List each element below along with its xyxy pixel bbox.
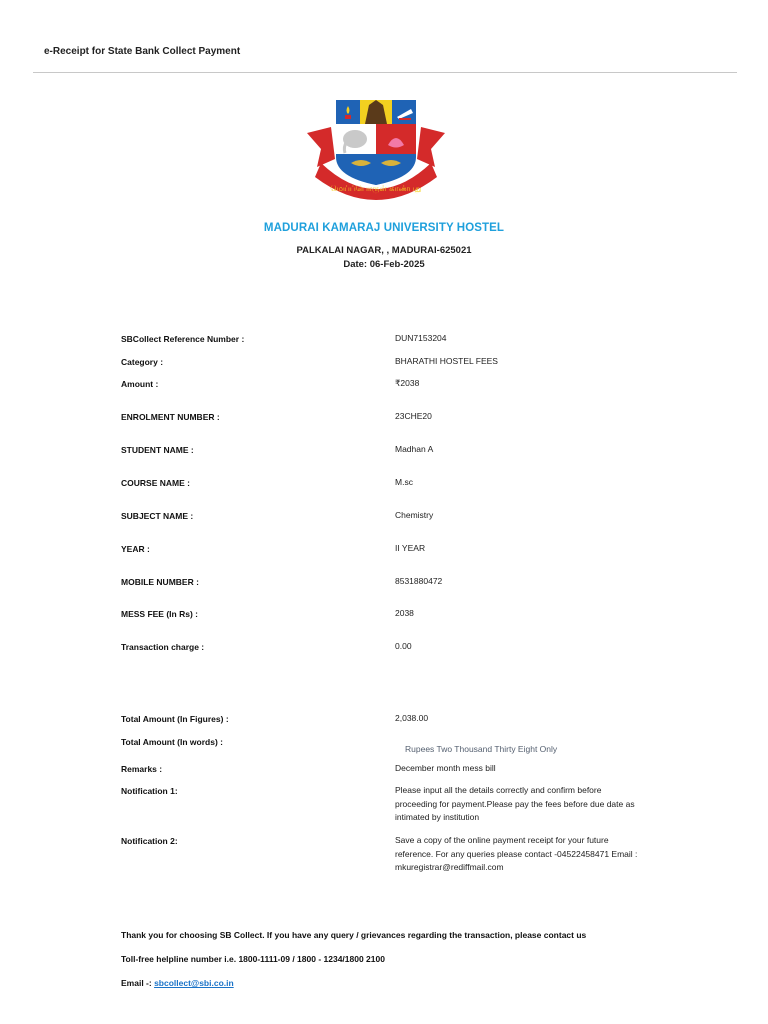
notification1-value: Please input all the details correctly and confirm before proceeding for payment.Please pay the fees before due date as intimated by institution bbox=[395, 785, 635, 822]
receipt-date: Date: 06-Feb-2025 bbox=[343, 259, 425, 270]
detail-label: YEAR : bbox=[121, 544, 150, 554]
institution-name: MADURAI KAMARAJ UNIVERSITY HOSTEL bbox=[263, 222, 505, 234]
detail-value: Chemistry bbox=[395, 510, 434, 520]
detail-label: SUBJECT NAME : bbox=[121, 511, 194, 521]
total-words-value: Rupees Two Thousand Thirty Eight Only bbox=[405, 744, 558, 754]
header-divider bbox=[33, 72, 737, 73]
detail-value: M.sc bbox=[395, 477, 413, 487]
detail-value: ₹2038 bbox=[395, 378, 420, 388]
notification2-value: Save a copy of the online payment receipt for your future reference. For any queries please contact -04522458471 Email : mkuregistrar@rediffmail.com bbox=[395, 835, 638, 872]
detail-value: DUN7153204 bbox=[395, 333, 447, 343]
footer-thanks: Thank you for choosing SB Collect. If you have any query / grievances regarding the transaction, please contact us bbox=[121, 930, 587, 940]
total-words-label: Total Amount (In words) : bbox=[121, 737, 223, 747]
footer-email-label: Email -: bbox=[121, 978, 155, 988]
detail-label: Category : bbox=[121, 357, 164, 367]
detail-label: SBCollect Reference Number : bbox=[121, 334, 245, 344]
notification1-label: Notification 1: bbox=[121, 786, 178, 796]
remarks-label: Remarks : bbox=[121, 764, 163, 774]
detail-value: BHARATHI HOSTEL FEES bbox=[395, 356, 498, 366]
detail-value: 2038 bbox=[395, 608, 414, 618]
detail-value: Madhan A bbox=[395, 444, 434, 454]
remarks-value: December month mess bill bbox=[395, 763, 496, 773]
logo-motto: மெய்ப்பொருள் காண்பது bbox=[330, 184, 422, 193]
receipt-header-title: e-Receipt for State Bank Collect Payment bbox=[44, 46, 241, 57]
institution-address: PALKALAI NAGAR, , MADURAI-625021 bbox=[296, 245, 472, 256]
total-figures-label: Total Amount (In Figures) : bbox=[121, 714, 229, 724]
detail-label: COURSE NAME : bbox=[121, 478, 190, 488]
detail-value: 8531880472 bbox=[395, 576, 443, 586]
detail-value: II YEAR bbox=[395, 543, 426, 553]
support-email-link[interactable]: sbcollect@sbi.co.in bbox=[154, 978, 234, 988]
footer-helpline: Toll-free helpline number i.e. 1800-1111-09 / 1800 - 1234/1800 2100 bbox=[121, 954, 385, 964]
total-figures-value: 2,038.00 bbox=[395, 713, 429, 723]
detail-value: 23CHE20 bbox=[395, 411, 432, 421]
detail-label: STUDENT NAME : bbox=[121, 445, 194, 455]
detail-value: 0.00 bbox=[395, 641, 412, 651]
detail-label: ENROLMENT NUMBER : bbox=[121, 412, 220, 422]
detail-label: Amount : bbox=[121, 379, 159, 389]
notification2-label: Notification 2: bbox=[121, 836, 178, 846]
detail-label: MESS FEE (In Rs) : bbox=[121, 609, 198, 619]
university-logo bbox=[303, 97, 449, 209]
detail-label: Transaction charge : bbox=[121, 642, 205, 652]
footer-email bbox=[121, 978, 234, 988]
detail-label: MOBILE NUMBER : bbox=[121, 577, 199, 587]
